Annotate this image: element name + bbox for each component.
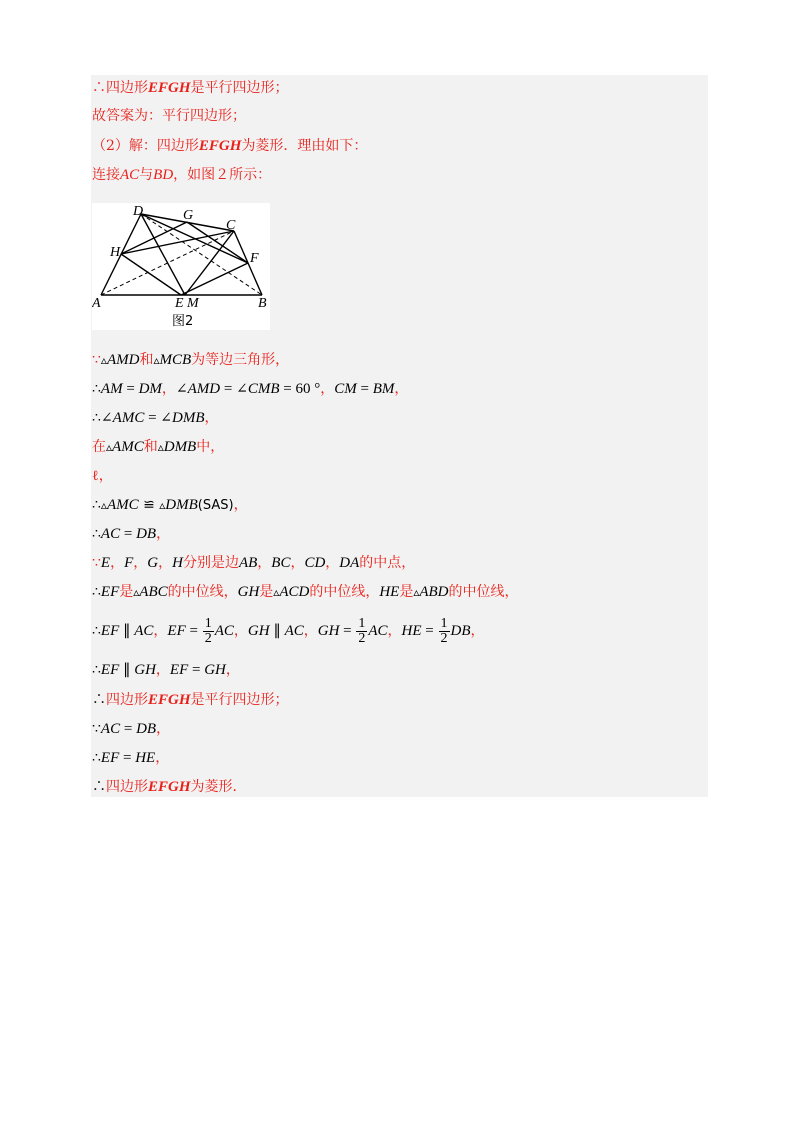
label-M: M: [187, 296, 199, 311]
line-5: ∵▵AMD和▵MCB为等边三角形，: [92, 352, 290, 368]
figure-caption: 图2: [172, 314, 194, 329]
line-18: ∴EF = HE，: [92, 750, 170, 766]
line-15: ∴EF ∥ GH，EF = GH，: [92, 662, 240, 678]
label-A: A: [92, 296, 101, 311]
label-B: B: [258, 296, 267, 311]
line-19: ∴四边形EFGH为菱形．: [92, 779, 247, 795]
line-4: 连接AC与BD，如图２所示：: [92, 167, 272, 183]
line-2: 故答案为：平行四边形；: [92, 108, 246, 124]
fraction-half-3: $\frac{1}{2}$: [440, 615, 448, 646]
segment-MC: [185, 231, 234, 295]
line-17: ∵AC = DB，: [92, 721, 171, 737]
label-E: E: [175, 296, 184, 311]
segment-EH: [121, 254, 181, 295]
label-D: D: [133, 204, 144, 219]
label-C: C: [226, 218, 236, 233]
figure-2-diagram: [92, 203, 270, 330]
fraction-half-1: $\frac{1}{2}$: [204, 615, 212, 646]
label-H: H: [110, 245, 121, 260]
line-6: ∴AM = DM，∠AMD = ∠CMB = 60 °，CM = BM，: [92, 381, 409, 397]
line-1: ∴四边形EFGH是平行四边形；: [92, 80, 289, 96]
line-12: ∵E，F，G，H分别是边AB，BC，CD，DA的中点，: [92, 555, 416, 571]
line-14: ∴EF ∥ AC，EF = $\frac{1}{2}$ AC，GH ∥ AC，GH = $\frac{1}{2}$ AC，HE = $\frac{1}{2}$ DB，: [92, 615, 485, 646]
label-F: F: [250, 251, 259, 266]
line-8: 在▵AMC和▵DMB中，: [92, 439, 225, 455]
line-3: （2）解：四边形EFGH为菱形．理由如下：: [92, 138, 368, 154]
line-11: ∴AC = DB，: [92, 526, 171, 542]
line-16: ∴四边形EFGH是平行四边形；: [92, 692, 289, 708]
line-9: ℓ，: [92, 468, 113, 484]
line-13: ∴EF是▵ABC的中位线，GH是▵ACD的中位线，HE是▵ABD的中位线，: [92, 584, 519, 600]
line-7: ∴∠AMC = ∠DMB，: [92, 410, 219, 426]
geometry-figure: [92, 203, 270, 330]
segment-FE: [181, 263, 248, 295]
fraction-half-2: $\frac{1}{2}$: [358, 615, 366, 646]
label-G: G: [183, 208, 194, 223]
line-10: ∴▵AMC ≌ ▵DMB(SAS)，: [92, 497, 248, 513]
